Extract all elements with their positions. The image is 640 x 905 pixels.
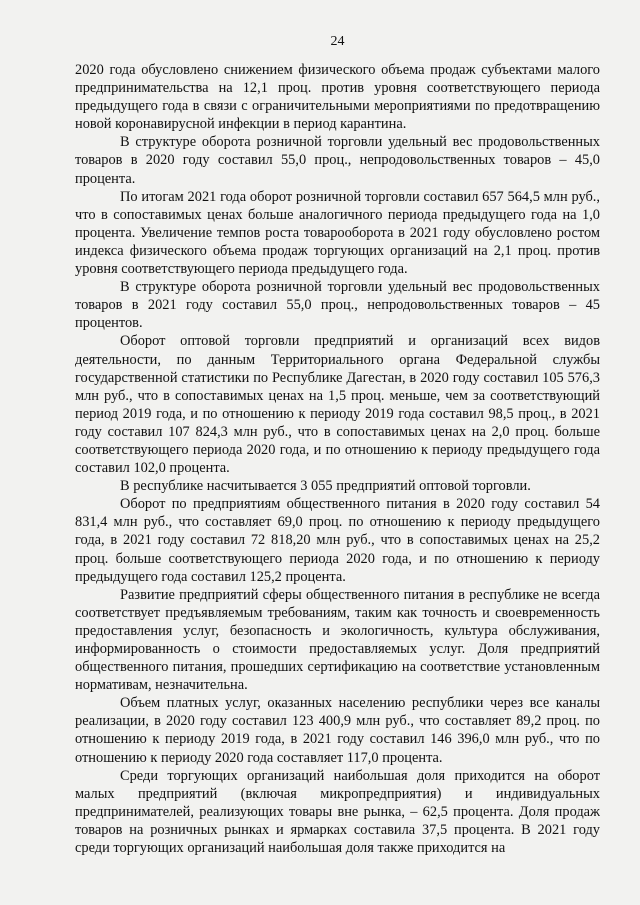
paragraph-catering-development: Развитие предприятий сферы общественного питания в республике не всегда соответствует предъявляемым требованиям, таким как точность и своевременность предоставления услуг, безопасность и экологичность, культура обслуживания, информированность о стоимости предоставляемых услуг. Доля предприятий общественного питания, прошедших сертификацию на соответствие установленным нормативам, незначительна. — [75, 586, 600, 694]
paragraph-retail-structure-2020: В структуре оборота розничной торговли удельный вес продовольственных товаров в 2020 году составил 55,0 проц., непродовольственных товаров – 45,0 процента. — [75, 134, 600, 187]
paragraph-trading-organizations: Среди торгующих организаций наибольшая доля приходится на оборот малых предприятий (включая микропредприятия) и индивидуальных предпринимателей, реализующих товары вне рынка, – 62,5 процента. Доля продаж товаров на розничных рынках и ярмарках составила 37,5 процента. В 2021 году среди торгующих организаций наибольшая доля также приходится на — [75, 767, 600, 857]
page-number: 24 — [330, 34, 345, 49]
paragraph-catering-turnover: Оборот по предприятиям общественного питания в 2020 году составил 54 831,4 млн руб., что составляет 69,0 проц. по отношению к периоду предыдущего года, в 2021 году составил 72 818,20 млн руб., что в сопоставимых ценах на 25,2 проц. больше соответствующего периода 2020 года, и по отношению к периоду предыдущего года составил 125,2 процента. — [75, 496, 600, 585]
paragraph-wholesale-count: В республике насчитывается 3 055 предприятий оптовой торговли. — [120, 478, 531, 495]
paragraph-wholesale-turnover: Оборот оптовой торговли предприятий и организаций всех видов деятельности, по данным Территориального органа Федеральной службы государственной статистики по Республике Дагестан, в 2020 году составил 105 576,3 млн руб., что в сопоставимых ценах на 1,5 проц. меньше, чем за соответствующий период 2019 года, и по отношению к периоду 2019 года составил 98,5 проц., в 2021 году составил 107 824,3 млн руб., что в сопоставимых ценах на 2,0 проц. больше соответствующего периода 2020 года, и по отношению к периоду предыдущего года составил 102,0 процента. — [75, 333, 600, 477]
paragraph-paid-services: Объем платных услуг, оказанных населению республики через все каналы реализации, в 2020 году составил 123 400,9 млн руб., что составляет 89,2 проц. по отношению к периоду 2019 года, в 2021 году составил 146 396,0 млн руб., что по отношению к периоду 2020 года составляет 117,0 процента. — [75, 695, 600, 766]
paragraph-retail-structure-2021: В структуре оборота розничной торговли удельный вес продовольственных товаров в 2021 году составил 55,0 проц., непродовольственных товаров – 45 процентов. — [75, 279, 600, 332]
paragraph-retail-turnover-2021: По итогам 2021 года оборот розничной торговли составил 657 564,5 млн руб., что в сопоставимых ценах больше аналогичного периода предыдущего года на 1,0 процента. Увеличение темпов роста товарооборота в 2021 году обусловлено ростом индекса физического объема продаж торгующих организаций на 2,1 проц. против уровня соответствующего периода предыдущего года. — [75, 188, 600, 278]
paragraph-continuation: 2020 года обусловлено снижением физического объема продаж субъектами малого предпринимательства на 12,1 проц. против уровня соответствующего периода предыдущего года в связи с ограничительными мероприятиями по предотвращению новой коронавирусной инфекции в период карантина. — [75, 62, 600, 133]
